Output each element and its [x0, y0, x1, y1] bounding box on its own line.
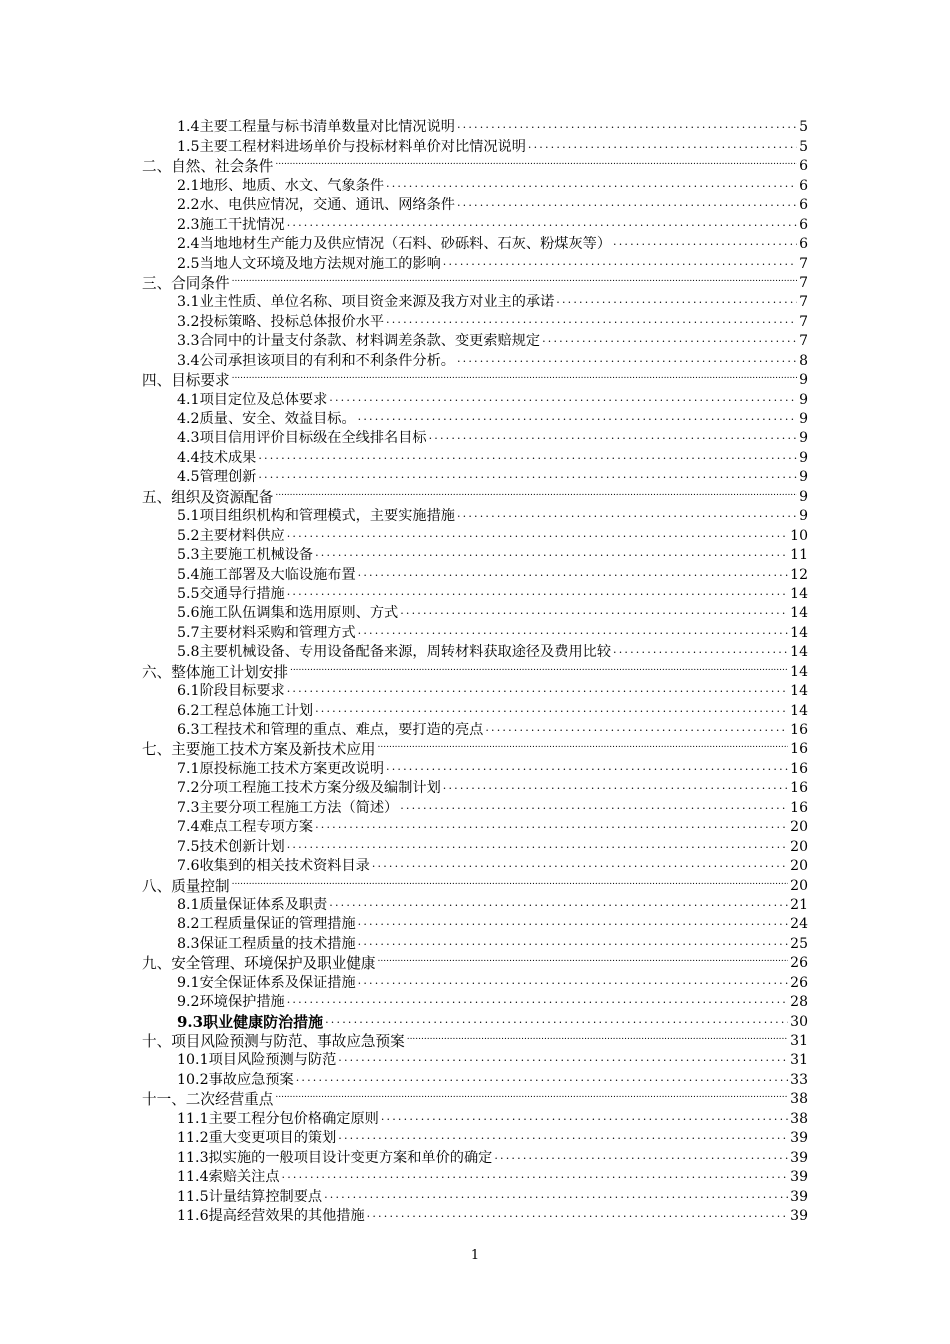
toc-section-entry[interactable] — [142, 447, 808, 466]
toc-entry-title: 2.5当地人文环境及地方法规对施工的影响 — [177, 255, 441, 272]
toc-entry-page: 39 — [790, 1169, 808, 1186]
toc-section-entry[interactable] — [142, 1128, 808, 1147]
toc-dot-leader — [358, 913, 789, 930]
toc-entry-page: 12 — [790, 566, 808, 583]
toc-entry-page: 28 — [790, 994, 808, 1011]
toc-chapter-entry[interactable] — [142, 273, 808, 292]
toc-entry-page: 20 — [790, 838, 808, 855]
toc-entry-title: 9.1安全保证体系及保证措施 — [177, 974, 356, 991]
toc-entry-page: 7 — [799, 274, 808, 291]
toc-section-entry[interactable] — [142, 603, 808, 622]
toc-section-entry[interactable] — [142, 817, 808, 836]
toc-section-entry[interactable] — [142, 195, 808, 214]
toc-dot-leader — [443, 253, 797, 270]
toc-entry-title: 5.5交通导行措施 — [177, 585, 285, 602]
toc-section-entry[interactable] — [142, 389, 808, 408]
toc-chapter-entry[interactable] — [142, 1089, 808, 1108]
toc-entry-page: 14 — [790, 585, 808, 602]
toc-entry-title: 5.2主要材料供应 — [177, 527, 285, 544]
toc-dot-leader — [358, 933, 789, 950]
toc-dot-leader — [443, 777, 788, 794]
toc-chapter-entry[interactable] — [142, 370, 808, 389]
toc-entry-title: 5.6施工队伍调集和选用原则、方式 — [177, 605, 399, 622]
toc-section-entry[interactable] — [142, 1167, 808, 1186]
toc-dot-leader — [400, 797, 788, 814]
toc-entry-page: 30 — [790, 1013, 808, 1030]
toc-entry-page: 14 — [790, 702, 808, 719]
toc-entry-title: 2.4当地地材生产能力及供应情况（石料、砂砾料、石灰、粉煤灰等） — [177, 236, 612, 253]
toc-entry-title: 3.4公司承担该项目的有利和不利条件分析。 — [177, 352, 455, 369]
toc-section-entry[interactable] — [142, 311, 808, 330]
toc-dot-leader — [287, 525, 788, 542]
toc-section-entry[interactable] — [142, 622, 808, 641]
toc-entry-title: 6.3工程技术和管理的重点、难点，要打造的亮点 — [177, 722, 484, 738]
toc-chapter-entry[interactable] — [142, 661, 808, 680]
toc-entry-page: 20 — [790, 819, 808, 836]
toc-entry-page: 6 — [799, 216, 808, 233]
toc-entry-page: 16 — [790, 760, 808, 777]
toc-entry-page: 20 — [790, 858, 808, 875]
toc-entry-page: 9 — [799, 372, 808, 389]
toc-dot-leader — [287, 991, 788, 1008]
toc-dot-leader — [275, 485, 797, 502]
toc-entry-title: 9.2环境保护措施 — [177, 994, 285, 1011]
toc-dot-leader — [315, 544, 788, 561]
toc-section-entry[interactable] — [142, 895, 808, 914]
page-number: 1 — [470, 1248, 480, 1263]
toc-section-entry[interactable] — [142, 1206, 808, 1225]
toc-entry-title: 三、合同条件 — [142, 274, 230, 292]
toc-dot-leader — [457, 505, 797, 522]
toc-entry-title: 九、安全管理、环境保护及职业健康 — [142, 955, 376, 973]
toc-section-entry[interactable] — [142, 292, 808, 311]
toc-entry-title: 8.3保证工程质量的技术措施 — [177, 935, 356, 952]
toc-dot-leader — [358, 564, 789, 581]
toc-entry-page: 31 — [790, 1052, 808, 1069]
toc-dot-leader — [258, 447, 797, 464]
toc-entry-title: 3.2投标策略、投标总体报价水平 — [177, 313, 385, 330]
toc-entry-title: 8.1质量保证体系及职责 — [177, 896, 328, 913]
toc-section-entry[interactable] — [142, 778, 808, 797]
toc-entry-title: 9.3职业健康防治措施 — [177, 1012, 324, 1031]
toc-entry-page: 16 — [790, 741, 808, 758]
toc-entry-title: 5.7主要材料采购和管理方式 — [177, 624, 356, 641]
toc-dot-leader — [258, 466, 797, 483]
toc-dot-leader — [378, 951, 789, 968]
toc-section-entry[interactable] — [142, 350, 808, 369]
toc-chapter-entry[interactable] — [142, 739, 808, 758]
toc-section-entry[interactable] — [142, 681, 808, 700]
toc-chapter-entry[interactable] — [142, 875, 808, 894]
toc-entry-page: 11 — [790, 547, 808, 564]
toc-entry-page: 9 — [799, 508, 808, 525]
toc-dot-leader — [358, 408, 797, 425]
toc-entry-title: 3.1业主性质、单位名称、项目资金来源及我方对业主的承诺 — [177, 294, 555, 311]
toc-chapter-entry[interactable] — [142, 486, 808, 505]
toc-entry-title: 八、质量控制 — [142, 877, 230, 895]
toc-section-entry[interactable] — [142, 564, 808, 583]
toc-entry-page: 5 — [799, 138, 808, 155]
toc-entry-title: 5.3主要施工机械设备 — [177, 547, 314, 564]
toc-entry-page: 9 — [799, 391, 808, 408]
toc-section-entry[interactable] — [142, 933, 808, 952]
toc-dot-leader — [287, 583, 788, 600]
toc-entry-page: 7 — [799, 294, 808, 311]
toc-entry-page: 26 — [790, 974, 808, 991]
toc-entry-title: 8.2工程质量保证的管理措施 — [177, 916, 356, 933]
toc-section-entry[interactable] — [142, 1011, 808, 1030]
toc-entry-page: 20 — [790, 877, 808, 894]
toc-entry-title: 5.4施工部署及大临设施布置 — [177, 566, 356, 583]
toc-section-entry[interactable] — [142, 214, 808, 233]
toc-entry-title: 七、主要施工技术方案及新技术应用 — [142, 741, 376, 759]
toc-entry-title: 2.3施工干扰情况 — [177, 216, 285, 233]
toc-dot-leader — [457, 116, 797, 133]
toc-entry-title: 4.5管理创新 — [177, 469, 257, 486]
toc-entry-title: 7.4难点工程专项方案 — [177, 819, 314, 836]
toc-dot-leader — [381, 1108, 788, 1125]
toc-entry-page: 9 — [799, 411, 808, 427]
toc-dot-leader — [386, 311, 797, 328]
toc-entry-title: 2.2水、电供应情况，交通、通讯、网络条件 — [177, 197, 455, 214]
toc-dot-leader — [324, 1186, 788, 1203]
toc-entry-page: 6 — [799, 236, 808, 253]
toc-entry-title: 4.4技术成果 — [177, 449, 257, 466]
toc-entry-page: 9 — [799, 469, 808, 486]
toc-entry-page: 39 — [790, 1207, 808, 1224]
toc-section-entry[interactable] — [142, 175, 808, 194]
toc-dot-leader — [287, 680, 788, 697]
toc-entry-page: 14 — [790, 663, 808, 680]
toc-section-entry[interactable] — [142, 428, 808, 447]
toc-dot-leader — [275, 154, 797, 171]
toc-section-entry[interactable] — [142, 856, 808, 875]
toc-entry-page: 7 — [799, 313, 808, 330]
toc-entry-title: 4.1项目定位及总体要求 — [177, 391, 328, 408]
toc-section-entry[interactable] — [142, 700, 808, 719]
toc-section-entry[interactable] — [142, 1147, 808, 1166]
toc-dot-leader — [367, 1205, 789, 1222]
toc-entry-page: 24 — [790, 916, 808, 933]
toc-entry-title: 二、自然、社会条件 — [142, 158, 274, 176]
toc-dot-leader — [282, 1166, 789, 1183]
toc-entry-page: 14 — [790, 605, 808, 622]
toc-entry-title: 6.1阶段目标要求 — [177, 683, 285, 700]
toc-entry-page: 6 — [799, 177, 808, 194]
toc-entry-page: 9 — [799, 449, 808, 466]
toc-entry-page: 5 — [799, 119, 808, 136]
toc-section-entry[interactable] — [142, 720, 808, 739]
toc-entry-page: 33 — [790, 1071, 808, 1088]
toc-entry-title: 11.4索赔关注点 — [177, 1169, 280, 1186]
toc-entry-title: 十、项目风险预测与防范、事故应急预案 — [142, 1033, 405, 1050]
toc-entry-title: 7.5技术创新计划 — [177, 838, 285, 855]
toc-dot-leader — [232, 368, 798, 385]
toc-entry-page: 9 — [799, 488, 808, 505]
toc-dot-leader — [275, 1087, 788, 1104]
toc-dot-leader — [315, 816, 788, 833]
toc-entry-page: 16 — [790, 722, 808, 738]
toc-section-entry[interactable] — [142, 525, 808, 544]
toc-dot-leader — [372, 855, 788, 872]
toc-entry-page: 39 — [790, 1130, 808, 1147]
toc-dot-leader — [358, 972, 789, 989]
toc-dot-leader — [613, 233, 797, 250]
toc-dot-leader — [358, 622, 789, 639]
toc-entry-page: 14 — [790, 624, 808, 641]
toc-entry-title: 4.2质量、安全、效益目标。 — [177, 411, 356, 427]
table-of-contents — [142, 117, 808, 1225]
toc-entry-title: 11.2重大变更项目的策划 — [177, 1130, 337, 1147]
toc-dot-leader — [232, 271, 798, 288]
toc-dot-leader — [485, 719, 788, 736]
toc-section-entry[interactable] — [142, 253, 808, 272]
toc-entry-page: 39 — [790, 1188, 808, 1205]
toc-entry-title: 十一、二次经营重点 — [142, 1091, 274, 1109]
toc-entry-title: 3.3合同中的计量支付条款、材料调差条款、变更索赔规定 — [177, 333, 541, 350]
toc-dot-leader — [407, 1029, 788, 1046]
toc-dot-leader — [287, 836, 788, 853]
toc-section-entry[interactable] — [142, 331, 808, 350]
toc-entry-title: 7.1原投标施工技术方案更改说明 — [177, 760, 385, 777]
toc-dot-leader — [338, 1049, 788, 1066]
toc-section-entry[interactable] — [142, 642, 808, 661]
toc-dot-leader — [457, 194, 797, 211]
toc-section-entry[interactable] — [142, 1050, 808, 1069]
toc-dot-leader — [329, 389, 797, 406]
toc-entry-page: 39 — [790, 1149, 808, 1166]
toc-entry-title: 7.2分项工程施工技术方案分级及编制计划 — [177, 780, 441, 797]
toc-dot-leader — [338, 1127, 788, 1144]
toc-entry-title: 五、组织及资源配备 — [142, 488, 274, 506]
toc-section-entry[interactable] — [142, 972, 808, 991]
toc-entry-title: 11.5计量结算控制要点 — [177, 1188, 323, 1205]
toc-dot-leader — [315, 700, 788, 717]
toc-dot-leader — [386, 758, 788, 775]
toc-dot-leader — [613, 641, 788, 658]
toc-section-entry[interactable] — [142, 836, 808, 855]
toc-dot-leader — [378, 737, 789, 754]
toc-section-entry[interactable] — [142, 992, 808, 1011]
toc-entry-title: 7.6收集到的相关技术资料目录 — [177, 858, 370, 875]
toc-dot-leader — [290, 660, 788, 677]
toc-dot-leader — [528, 136, 797, 153]
toc-entry-page: 6 — [799, 197, 808, 214]
toc-entry-page: 31 — [790, 1033, 808, 1049]
toc-dot-leader — [457, 350, 797, 367]
toc-entry-title: 11.3拟实施的一般项目设计变更方案和单价的确定 — [177, 1149, 493, 1166]
toc-entry-page: 16 — [790, 799, 808, 816]
toc-section-entry[interactable] — [142, 545, 808, 564]
toc-entry-page: 38 — [790, 1091, 808, 1108]
toc-section-entry[interactable] — [142, 234, 808, 253]
toc-entry-page: 26 — [790, 955, 808, 972]
toc-dot-leader — [386, 175, 797, 192]
toc-entry-page: 14 — [790, 683, 808, 700]
toc-entry-page: 7 — [799, 333, 808, 350]
toc-dot-leader — [542, 330, 797, 347]
toc-dot-leader — [325, 1011, 788, 1028]
toc-section-entry[interactable] — [142, 1108, 808, 1127]
toc-entry-title: 11.1主要工程分包价格确定原则 — [177, 1110, 379, 1127]
toc-entry-page: 7 — [799, 255, 808, 272]
toc-entry-title: 1.5主要工程材料进场单价与投标材料单价对比情况说明 — [177, 138, 526, 155]
toc-dot-leader — [287, 214, 797, 231]
toc-entry-page: 25 — [790, 935, 808, 952]
toc-entry-title: 10.1项目风险预测与防范 — [177, 1052, 337, 1069]
toc-entry-title: 四、目标要求 — [142, 372, 230, 390]
toc-entry-title: 2.1地形、地质、水文、气象条件 — [177, 177, 385, 194]
toc-entry-title: 5.1项目组织机构和管理模式，主要实施措施 — [177, 508, 455, 525]
toc-entry-page: 8 — [799, 352, 808, 369]
toc-entry-page: 21 — [790, 896, 808, 913]
toc-entry-title: 六、整体施工计划安排 — [142, 663, 288, 681]
toc-entry-title: 6.2工程总体施工计划 — [177, 702, 314, 719]
toc-entry-page: 14 — [790, 644, 808, 661]
toc-section-entry[interactable] — [142, 136, 808, 155]
toc-section-entry[interactable] — [142, 117, 808, 136]
toc-section-entry[interactable] — [142, 467, 808, 486]
toc-dot-leader — [296, 1069, 788, 1086]
toc-entry-page: 38 — [790, 1110, 808, 1127]
toc-entry-page: 16 — [790, 780, 808, 797]
toc-section-entry[interactable] — [142, 584, 808, 603]
toc-section-entry[interactable] — [142, 1186, 808, 1205]
toc-dot-leader — [232, 874, 789, 891]
toc-entry-title: 1.4主要工程量与标书清单数量对比情况说明 — [177, 119, 455, 136]
toc-section-entry[interactable] — [142, 797, 808, 816]
toc-entry-title: 11.6提高经营效果的其他措施 — [177, 1207, 365, 1224]
toc-dot-leader — [556, 291, 797, 308]
toc-entry-title: 4.3项目信用评价目标级在全线排名目标 — [177, 430, 427, 447]
toc-entry-title: 5.8主要机械设备、专用设备配备来源，周转材料获取途径及费用比较 — [177, 644, 612, 661]
toc-chapter-entry[interactable] — [142, 156, 808, 175]
toc-chapter-entry[interactable] — [142, 1031, 808, 1050]
toc-section-entry[interactable] — [142, 1069, 808, 1088]
toc-section-entry[interactable] — [142, 914, 808, 933]
toc-dot-leader — [400, 602, 788, 619]
toc-entry-title: 10.2事故应急预案 — [177, 1071, 294, 1088]
toc-entry-title: 7.3主要分项工程施工方法（简述） — [177, 799, 399, 816]
toc-dot-leader — [494, 1147, 788, 1164]
toc-section-entry[interactable] — [142, 758, 808, 777]
toc-section-entry[interactable] — [142, 409, 808, 428]
toc-dot-leader — [429, 427, 798, 444]
toc-entry-page: 6 — [799, 158, 808, 175]
toc-entry-page: 10 — [790, 527, 808, 544]
toc-entry-page: 9 — [799, 430, 808, 447]
toc-chapter-entry[interactable] — [142, 953, 808, 972]
toc-dot-leader — [329, 894, 788, 911]
toc-section-entry[interactable] — [142, 506, 808, 525]
